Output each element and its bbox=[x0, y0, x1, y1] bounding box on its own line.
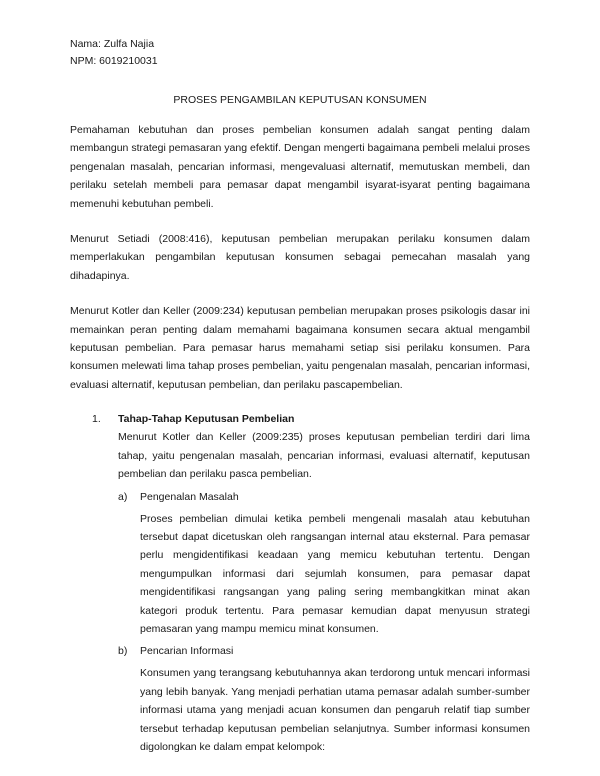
subsection-b-heading bbox=[118, 642, 530, 660]
subsection-b-title: Pencarian Informasi bbox=[140, 645, 234, 658]
subsection-b-letter: b) bbox=[118, 645, 128, 658]
student-npm: NPM: 6019210031 bbox=[70, 55, 158, 67]
subsection-a-heading bbox=[118, 488, 530, 506]
subsection-a-paragraph: Proses pembelian dimulai ketika pembeli mengenali masalah atau kebutuhan tersebut dapat dicetuskan oleh rangsangan internal atau eksternal. Para pemasar perlu mengidentifikasi keadaan yang memicu kebutuhan tertentu. Dengan mengumpulkan informasi dari sejumlah konsumen, para pemasar dapat mengidentifikasi rangsangan yang paling sering membangkitkan minat akan kategori produk tertentu. Para pemasar kemudian dapat menyusun strategi pemasaran yang mampu memicu minat konsumen. bbox=[140, 512, 530, 635]
student-name: Nama: Zulfa Najia bbox=[70, 38, 155, 50]
section-1-title: Tahap-Tahap Keputusan Pembelian bbox=[118, 413, 295, 426]
subsection-a-title: Pengenalan Masalah bbox=[140, 490, 239, 503]
section-1 bbox=[70, 410, 530, 756]
intro-paragraph-1: Pemahaman kebutuhan dan proses pembelian konsumen adalah sangat penting dalam membangun strategi pemasaran yang efektif. Dengan mengerti bagaimana pembeli melalui proses pengenalan masalah, pencarian informasi, mengevaluasi alternatif, memutuskan membeli, dan perilaku setelah membeli para pemasar dapat mengambil isyarat-isyarat penting bagaimana memenuhi kebutuhan pembeli. bbox=[70, 124, 530, 210]
subsection-b-paragraph: Konsumen yang terangsang kebutuhannya akan terdorong untuk mencari informasi yang lebih banyak. Yang menjadi perhatian utama pemasar adalah sumber-sumber informasi utama yang menjadi acuan konsumen dan pengaruh relatif tiap sumber tersebut terhadap keputusan pembelian selanjutnya. Sumber informasi konsumen digolongkan ke dalam empat kelompok: bbox=[140, 667, 530, 753]
document-title: PROSES PENGAMBILAN KEPUTUSAN KONSUMEN bbox=[173, 94, 427, 106]
author-info bbox=[70, 36, 530, 70]
section-1-body bbox=[70, 428, 530, 756]
intro-paragraph-3: Menurut Kotler dan Keller (2009:234) keputusan pembelian merupakan proses psikologis dasar ini memainkan peran penting dalam memahami bagaimana konsumen secara aktual mengambil keputusan pembelian. Para pemasar harus memahami setiap sisi perilaku konsumen. Para konsumen melewati lima tahap proses pembelian, yaitu pengenalan masalah, pencarian informasi, evaluasi alternatif, keputusan pembelian, dan perilaku pascapembelian. bbox=[70, 305, 530, 391]
section-1-heading bbox=[70, 410, 530, 428]
section-1-number: 1. bbox=[92, 413, 101, 426]
subsection-b-body bbox=[118, 664, 530, 756]
subsection-a-body bbox=[118, 510, 530, 639]
intro-paragraph-2: Menurut Setiadi (2008:416), keputusan pembelian merupakan perilaku konsumen dalam memperlakukan pengambilan keputusan konsumen sebagai pemecahan masalah yang dihadapinya. bbox=[70, 233, 530, 282]
section-1-paragraph: Menurut Kotler dan Keller (2009:235) proses keputusan pembelian terdiri dari lima tahap, yaitu pengenalan masalah, pencarian informasi, evaluasi alternatif, keputusan pembelian dan perilaku pasca pembelian. bbox=[118, 431, 530, 481]
subsection-a-letter: a) bbox=[118, 490, 128, 503]
